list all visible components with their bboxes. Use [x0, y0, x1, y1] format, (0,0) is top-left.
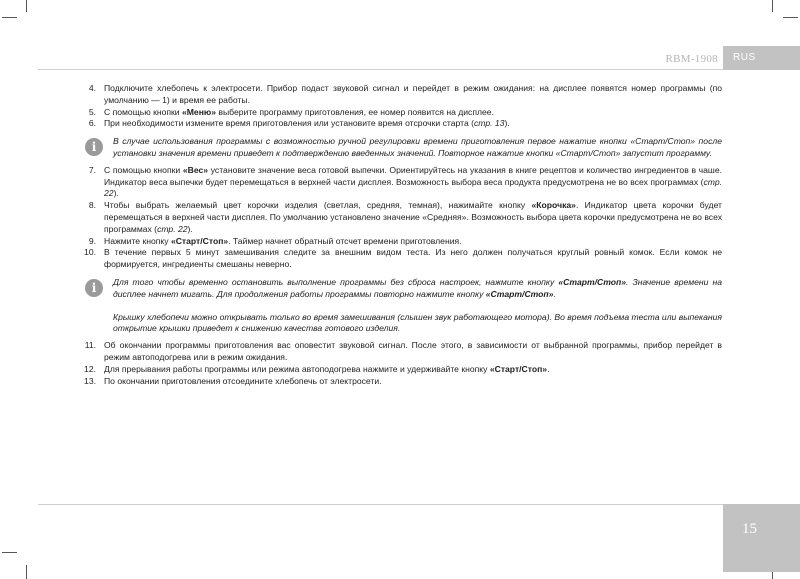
step-item [82, 118, 722, 130]
button-name: «Вес» [182, 164, 209, 175]
step-number: 4. [88, 83, 96, 93]
header-rule [38, 69, 723, 70]
steps-list [82, 165, 722, 271]
crop-mark [2, 17, 17, 18]
crop-mark [26, 0, 27, 12]
info-icon: i [85, 279, 103, 297]
step-number: 10. [84, 247, 96, 258]
text-run: По окончании приготовления отсоедините хлебопечь от электросети. [104, 375, 382, 386]
text-run: При необходимости измените время приготовления или установите время отсрочки старта ( [104, 118, 474, 129]
model-name: RBM-1908 [665, 53, 718, 65]
step-number: 7. [88, 164, 96, 175]
text-run: . [553, 288, 556, 299]
step-item [82, 107, 722, 119]
step-number: 12. [84, 363, 96, 374]
step-item [82, 247, 722, 271]
steps-list [82, 340, 722, 387]
text-run: В течение первых 5 минут замешивания следите за внешним видом теста. Из него должен получаться круглый ровный комок. Если комок не формируется, ингредиенты смешаны неверно. [104, 247, 722, 270]
instructions-content [82, 83, 722, 387]
text-run: В случае использования программы с возможностью ручной регулировки времени приготовления первое нажатие кнопки «Старт/Стоп» после установки значения времени приведет к подтверждению введенных значений. Повторное нажатие кнопки «Старт/Стоп» запустит программу. [113, 136, 722, 158]
text-run: С помощью кнопки [104, 106, 182, 117]
text-run: Подключите хлебопечь к электросети. Прибор подаст звуковой сигнал и перейдет в режим ожидания: на дисплее появятся номер программы (по умолчанию — 1) и время ее работы. [104, 83, 722, 105]
step-item [82, 364, 722, 376]
crop-mark [26, 565, 27, 579]
step-number: 11. [84, 340, 96, 351]
text-run: Для того чтобы временно остановить выполнение программы без сброса настроек, нажмите кнопку [113, 276, 559, 287]
step-item [82, 165, 722, 200]
step-item [82, 236, 722, 248]
text-run: Об окончании программы приготовления вас оповестит звуковой сигнал. После этого, в зависимости от выбранной программы, прибор перейдет в режим автоподогрева или в режим ожидания. [104, 340, 722, 362]
steps-list [82, 83, 722, 130]
button-name: «Старт/Стоп» [558, 276, 627, 287]
page-reference: стр. 22 [104, 176, 722, 199]
note-paragraph [113, 136, 722, 160]
footer-rule [38, 504, 723, 505]
step-item [82, 340, 722, 364]
step-item [82, 83, 722, 107]
text-run: . Таймер начнет обратный отсчет времени приготовления. [228, 235, 462, 246]
text-run: . [547, 363, 550, 374]
page-reference: стр. 13 [473, 118, 505, 129]
text-run: ). [113, 188, 119, 199]
step-item [82, 200, 722, 235]
info-note [82, 277, 722, 335]
text-run: Для прерывания работы программы или режима автоподогрева нажмите и удерживайте кнопку [104, 363, 490, 374]
crop-mark [2, 552, 17, 553]
info-note [82, 136, 722, 160]
text-run: ). [504, 118, 510, 129]
language-tab: RUS [723, 46, 800, 70]
info-icon: i [85, 138, 103, 156]
page-reference: стр. 22 [157, 223, 188, 234]
step-number: 5. [88, 106, 96, 117]
button-name: «Корочка» [531, 200, 576, 211]
button-name: «Старт/Стоп» [485, 288, 554, 299]
note-paragraph [113, 277, 722, 301]
step-number: 8. [88, 200, 96, 211]
crop-mark [772, 0, 773, 12]
step-item [82, 376, 722, 388]
step-number: 13. [84, 375, 96, 386]
note-paragraph [113, 312, 722, 336]
step-number: 6. [88, 118, 96, 129]
button-name: «Старт/Стоп» [170, 235, 229, 246]
button-name: «Меню» [181, 106, 217, 117]
text-run: Чтобы выбрать желаемый цвет корочки изделия (светлая, средняя, темная), нажимайте кнопку [104, 200, 532, 211]
text-run: Нажмите кнопку [104, 235, 171, 246]
text-run: ). [187, 223, 193, 234]
text-run: С помощью кнопки [104, 164, 183, 175]
text-run: установите значение веса готовой выпечки. Ориентируйтесь на указания в книге рецептов и количество ингредиентов в чаше. Индикатор веса выпечки будет перемещаться в верхней части дисплея. Возможность выбора веса продукта предусмотрена не во всех программах ( [104, 164, 722, 187]
page-number: 15 [723, 504, 800, 572]
step-number: 9. [88, 235, 96, 246]
crop-mark [783, 17, 798, 18]
text-run: выберите программу приготовления, ее номер появится на дисплее. [216, 106, 494, 117]
button-name: «Старт/Стоп» [489, 363, 548, 374]
text-run: . Индикатор цвета корочки будет перемещаться в верхней части дисплея. По умолчанию установлено значение «Средняя». Возможность выбора цвета корочки предусмотрена не во всех программах ( [104, 200, 722, 234]
text-run: Крышку хлебопечи можно открывать только во время замешивания (слышен звук работающего мотора). Во время подъема теста или выпекания открытие крышки приведет к снижению качества готового изделия. [113, 311, 722, 334]
text-run: . Значение времени на дисплее начнет мигать. Для продолжения работы программы повторно нажмите кнопку [113, 276, 722, 299]
